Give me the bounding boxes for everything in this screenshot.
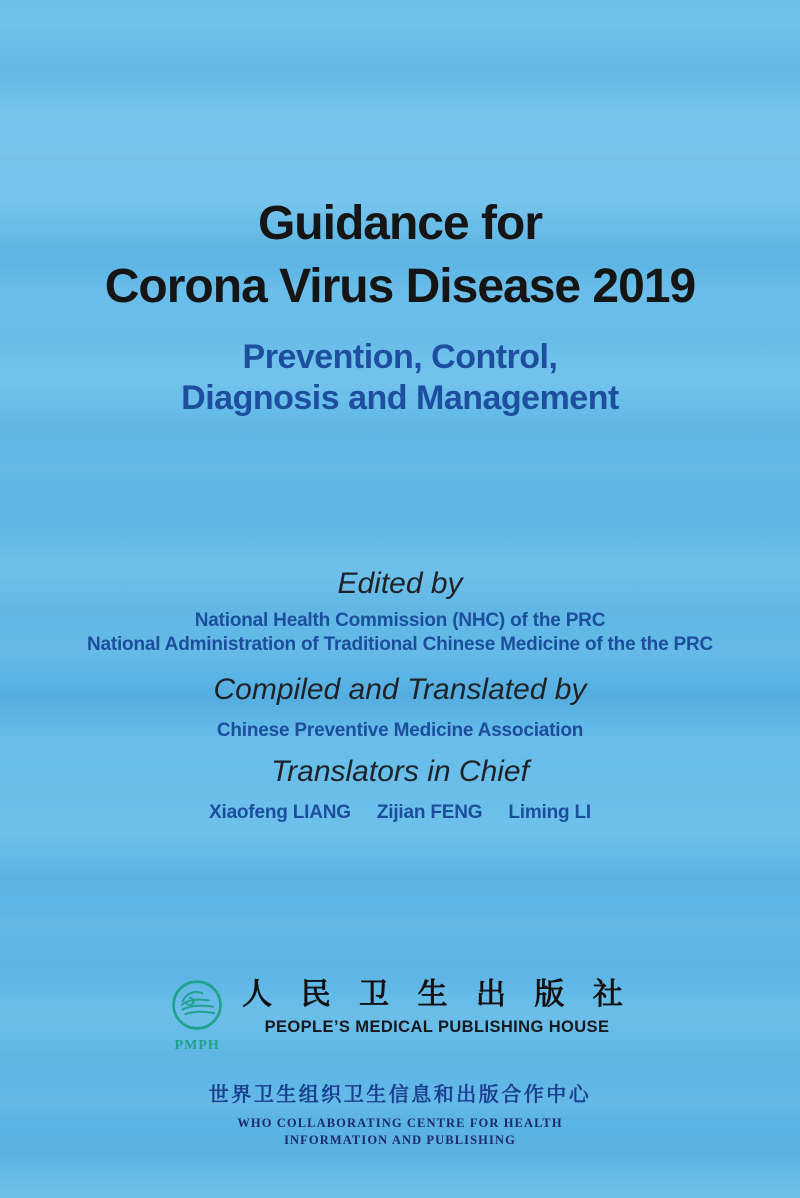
- translator-name: Xiaofeng LIANG: [209, 802, 351, 823]
- book-subtitle-line1: Prevention, Control,: [242, 338, 558, 376]
- book-title: [0, 192, 800, 318]
- editor-line: National Administration of Traditional Chinese Medicine of the the PRC: [86, 634, 714, 655]
- publisher-name-english: PEOPLE’S MEDICAL PUBLISHING HOUSE: [264, 1018, 610, 1036]
- who-centre-chinese: 世界卫生组织卫生信息和出版合作中心: [208, 1082, 592, 1106]
- translators-section: [0, 754, 800, 825]
- pmph-logo: [168, 978, 226, 1054]
- compiler-line: Chinese Preventive Medicine Association: [216, 720, 584, 741]
- translators-label: Translators in Chief: [271, 755, 529, 788]
- pmph-logo-icon: [170, 978, 224, 1037]
- compiled-by-section: [0, 672, 800, 743]
- compiled-by-label: Compiled and Translated by: [213, 673, 587, 706]
- who-centre-section: [0, 1078, 800, 1149]
- publisher-section: [0, 978, 800, 1054]
- who-centre-english-line2: INFORMATION AND PUBLISHING: [284, 1133, 516, 1147]
- translator-name: Liming LI: [508, 802, 591, 823]
- publisher-name-chinese: 人 民 卫 生 出 版 社: [242, 977, 632, 1012]
- edited-by-label: Edited by: [337, 567, 463, 600]
- translator-name: Zijian FENG: [376, 802, 483, 823]
- publisher-names: [242, 978, 632, 1037]
- pmph-abbr-label: PMPH: [174, 1038, 220, 1053]
- book-subtitle: [0, 337, 800, 419]
- editor-line: National Health Commission (NHC) of the PRC: [194, 610, 606, 631]
- who-centre-english-line1: WHO COLLABORATING CENTRE FOR HEALTH: [237, 1116, 563, 1130]
- book-title-line1: Guidance for: [257, 197, 543, 250]
- book-subtitle-line2: Diagnosis and Management: [181, 379, 619, 417]
- edited-by-section: [0, 566, 800, 657]
- book-title-line2: Corona Virus Disease 2019: [104, 260, 696, 313]
